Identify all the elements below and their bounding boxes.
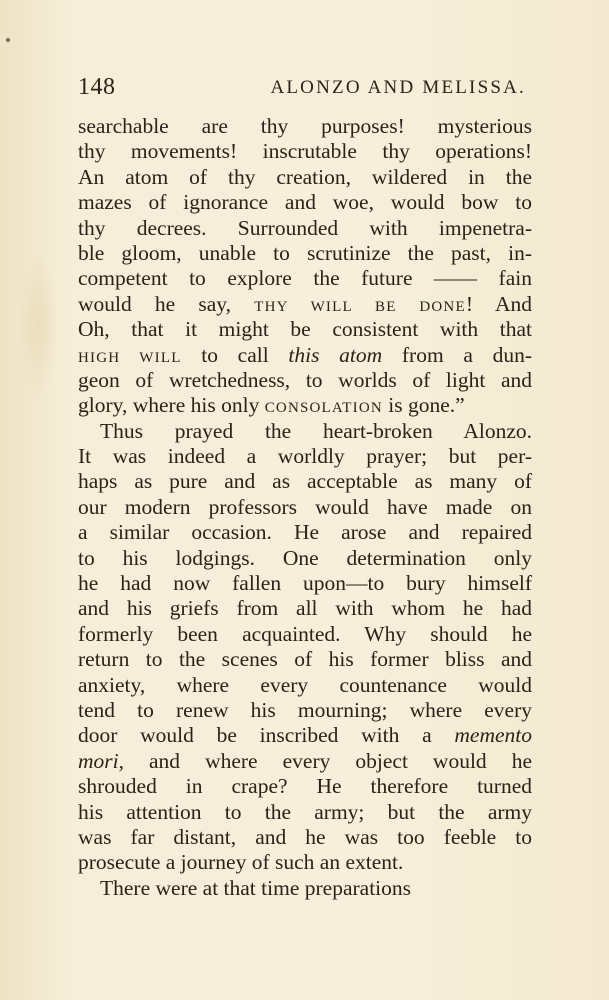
text-line (78, 317, 532, 342)
text-run: ! And (465, 291, 533, 316)
text-run: ble gloom, unable to scrutinize the past, in- (78, 240, 532, 265)
text-run: to call (181, 342, 289, 367)
italic-run: this atom (288, 342, 383, 367)
text-line (78, 495, 532, 520)
text-line (78, 774, 532, 799)
text-run: mazes of ignorance and woe, would bow to (78, 190, 532, 215)
text-run: prosecute a journey of such an extent. (78, 850, 404, 875)
text-line (78, 673, 532, 698)
text-line (78, 622, 532, 647)
text-run: searchable are thy purposes! mysterious (78, 114, 532, 138)
page-number: 148 (78, 74, 116, 100)
text-line (78, 165, 532, 190)
text-run: glory, where his only (78, 393, 265, 418)
text-run: tend to renew his mourning; where every (78, 697, 532, 722)
text-line (78, 419, 532, 444)
text-run: and his griefs from all with whom he had (78, 596, 532, 621)
text-run: a similar occasion. He arose and repaired (78, 520, 532, 545)
text-line (78, 266, 532, 291)
italic-run: mori (78, 748, 119, 773)
text-line (78, 647, 532, 672)
text-run: is gone.” (382, 393, 465, 418)
body-text (78, 114, 532, 901)
text-line (78, 698, 532, 723)
text-run: door would be inscribed with a (78, 723, 455, 748)
text-run: shrouded in crape? He therefore turned (78, 774, 532, 799)
text-line (78, 216, 532, 241)
text-run: formerly been acquainted. Why should he (78, 621, 532, 646)
text-line (78, 368, 532, 393)
text-line (78, 571, 532, 596)
small-caps-run: CONSOLATION (264, 400, 383, 417)
text-line (78, 825, 532, 850)
text-line (78, 444, 532, 469)
text-line (78, 876, 532, 901)
small-caps-run: THY WILL BE DONE (254, 298, 466, 315)
text-line (78, 546, 532, 571)
text-run: An atom of thy creation, wildered in the (78, 164, 532, 189)
running-head: ALONZO AND MELISSA. (270, 77, 526, 98)
italic-run: memento (454, 723, 532, 748)
text-run: geon of wretchedness, to worlds of light and (78, 367, 532, 392)
text-run: There were at that time preparations (100, 875, 412, 900)
text-line (78, 749, 532, 774)
text-run: to his lodgings. One determination only (78, 545, 532, 570)
text-line (78, 292, 532, 317)
paper-stain (18, 250, 58, 400)
text-run: would he say, (78, 291, 255, 316)
text-run: his attention to the army; but the army (78, 799, 532, 824)
text-line (78, 596, 532, 621)
text-run: he had now fallen upon—to bury himself (78, 571, 532, 596)
text-run: Thus prayed the heart-broken Alonzo. (100, 418, 532, 443)
text-run: Oh, that it might be consistent with that (78, 317, 532, 342)
text-line (78, 800, 532, 825)
text-line (78, 393, 532, 418)
text-run: return to the scenes of his former bliss and (78, 647, 532, 672)
text-run: thy movements! inscrutable thy operations! (78, 139, 532, 164)
text-line (78, 723, 532, 748)
text-line (78, 139, 532, 164)
small-caps-run: HIGH WILL (78, 349, 182, 366)
text-run: haps as pure and as acceptable as many of (78, 469, 532, 494)
text-run: our modern professors would have made on (78, 494, 532, 519)
text-line (78, 114, 532, 139)
text-run: thy decrees. Surrounded with impenetra- (78, 215, 532, 240)
text-line (78, 343, 532, 368)
text-line (78, 241, 532, 266)
text-line (78, 850, 532, 875)
text-run: competent to explore the future —— fain (78, 266, 532, 291)
text-line (78, 469, 532, 494)
text-run: It was indeed a worldly prayer; but per- (78, 444, 532, 469)
text-line (78, 520, 532, 545)
page-header (78, 74, 534, 104)
text-run: was far distant, and he was too feeble to (78, 824, 532, 849)
text-run: from a dun- (382, 342, 533, 367)
text-line (78, 190, 532, 215)
text-run: , and where every object would he (118, 748, 532, 773)
text-run: anxiety, where every countenance would (78, 672, 532, 697)
binding-mark (6, 38, 10, 42)
